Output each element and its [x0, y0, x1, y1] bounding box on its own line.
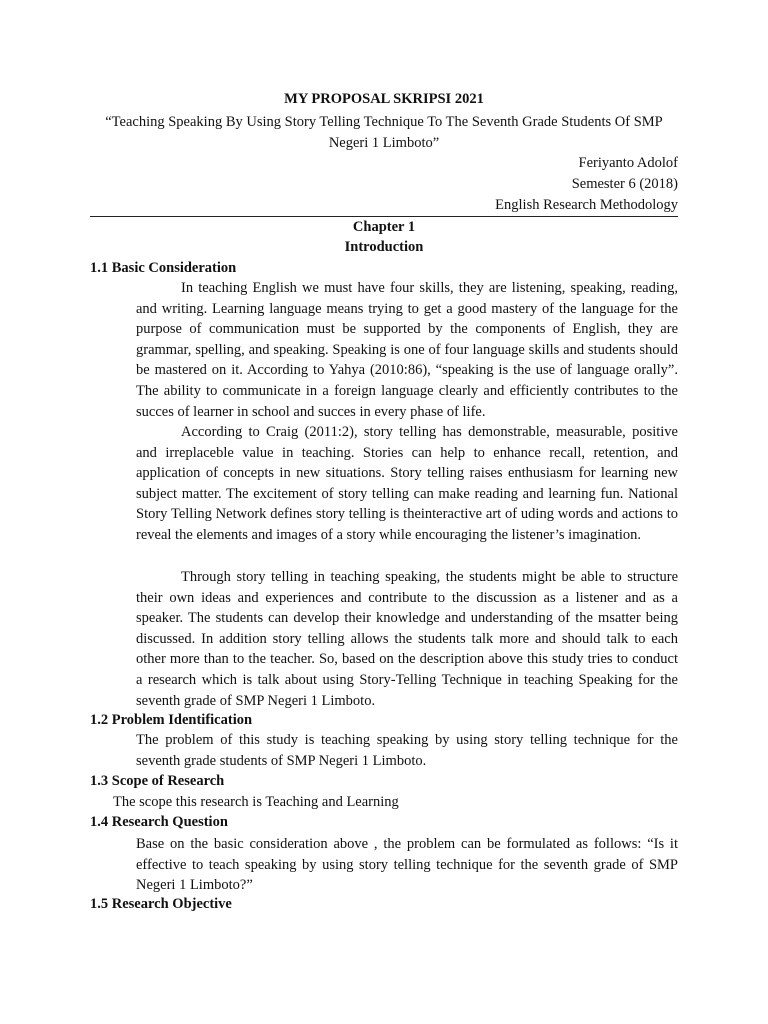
- course-name: English Research Methodology: [495, 197, 678, 213]
- section-heading-1-5: 1.5 Research Objective: [90, 896, 232, 912]
- section-heading-1-3: 1.3 Scope of Research: [90, 773, 225, 789]
- paragraph-basic-2: According to Craig (2011:2), story telling has demonstrable, measurable, positive and irreplaceble value in teaching. Stories can help to enhance recall, retention, and application of concepts in new situations. Story telling raises enthusiasm for learning new subject matter. The excitement of story telling can make reading and learning fun. National Story Telling Network defines story telling is theinteractive art of uding words and actions to reveal the elements and images of a story while encouraging the listener’s imagination.: [136, 424, 678, 543]
- section-heading-1-1: 1.1 Basic Consideration: [90, 260, 237, 276]
- header-divider: [90, 216, 678, 217]
- chapter-number: Chapter 1: [352, 219, 416, 235]
- document-title: MY PROPOSAL SKRIPSI 2021: [284, 91, 484, 107]
- section-heading-1-4: 1.4 Research Question: [90, 814, 228, 830]
- paragraph-basic-1: In teaching English we must have four skills, they are listening, speaking, reading, and writing. Learning language means trying to get a good mastery of the language for the purpose of communication must be supported by the components of English, they are grammar, spelling, and speaking. Speaking is one of four language skills and students should be mastered on it. According to Yahya (2010:86), “speaking is the use of language orally”. The ability to communicate in a foreign language clearly and efficiently contributes to the succes of learner in school and succes in every phase of life.: [136, 280, 678, 420]
- author-name: Feriyanto Adolof: [578, 155, 678, 171]
- author-block: [378, 153, 678, 216]
- section-heading-1-2: 1.2 Problem Identification: [90, 712, 253, 728]
- paragraph-scope: The scope this research is Teaching and Learning: [113, 794, 399, 810]
- chapter-title: Introduction: [344, 239, 424, 255]
- document-subtitle: “Teaching Speaking By Using Story Telling Technique To The Seventh Grade Students Of SMP Negeri 1 Limboto”: [105, 114, 663, 151]
- paragraph-problem: The problem of this study is teaching speaking by using story telling technique for the seventh grade students of SMP Negeri 1 Limboto.: [136, 732, 678, 769]
- paragraph-research-question: Base on the basic consideration above , the problem can be formulated as follows: “Is it effective to teach speaking by using story telling technique for the seventh grade of SMP Negeri 1 Limboto?”: [136, 836, 678, 894]
- semester-info: Semester 6 (2018): [571, 176, 678, 192]
- paragraph-basic-3: Through story telling in teaching speaking, the students might be able to structure their own ideas and experiences and contribute to the discussion as a listener and as a speaker. The students can develop their knowledge and understanding of the msatter being discussed. In addition story telling allows the students talk more and should talk to each other more than to the teacher. So, based on the description above this study tries to conduct a research which is talk about using Story-Telling Technique in teaching Speaking for the seventh grade of SMP Negeri 1 Limboto.: [136, 569, 678, 709]
